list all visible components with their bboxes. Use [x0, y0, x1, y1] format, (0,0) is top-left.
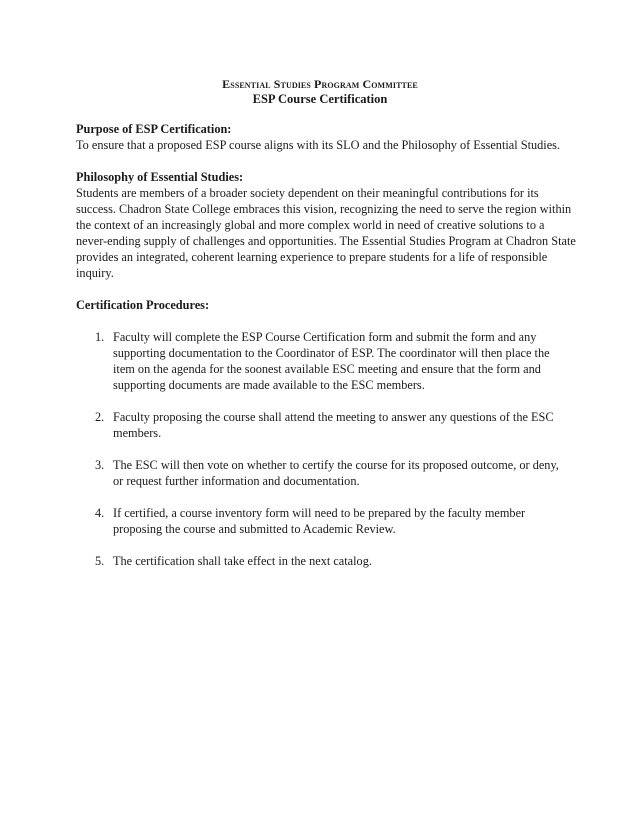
philosophy-heading: Philosophy of Essential Studies: — [76, 170, 244, 184]
procedures-heading: Certification Procedures: — [76, 298, 210, 312]
list-item — [76, 329, 568, 393]
philosophy-text: Students are members of a broader society dependent on their meaningful contributions for its success. Chadron State College embraces this vision, recognizing the need to serve the region within the context of an increasingly global and more complex world in need of creative solutions to a never-ending supply of challenges and opportunities. The Essential Studies Program at Chadron State provides an integrated, coherent learning experience to prepare students for a life of responsible inquiry. — [76, 186, 576, 280]
purpose-text: To ensure that a proposed ESP course aligns with its SLO and the Philosophy of Essential Studies. — [76, 138, 561, 152]
procedures-section — [76, 297, 576, 569]
document-body — [76, 121, 576, 585]
philosophy-section — [76, 169, 576, 281]
list-item-number: 5. — [95, 554, 105, 568]
list-item-number: 3. — [95, 458, 105, 472]
list-item-number: 1. — [95, 330, 105, 344]
document-title: ESP Course Certification — [252, 92, 388, 106]
list-item — [76, 457, 568, 489]
list-item-text: The ESC will then vote on whether to certify the course for its proposed outcome, or deny, or request further information and documentation. — [113, 458, 559, 488]
list-item-number: 4. — [95, 506, 105, 520]
list-item — [76, 409, 568, 441]
committee-name: Essential Studies Program Committee — [222, 77, 418, 91]
procedures-list — [76, 329, 576, 569]
document-header — [0, 77, 640, 107]
list-item — [76, 505, 568, 537]
list-item-text: If certified, a course inventory form will need to be prepared by the faculty member proposing the course and submitted to Academic Review. — [113, 506, 526, 536]
list-item — [76, 553, 568, 569]
list-item-text: Faculty proposing the course shall attend the meeting to answer any questions of the ESC members. — [113, 410, 554, 440]
purpose-section — [76, 121, 576, 153]
list-item-text: Faculty will complete the ESP Course Certification form and submit the form and any supporting documentation to the Coordinator of ESP. The coordinator will then place the item on the agenda for the soonest available ESC meeting and ensure that the form and supporting documents are made available to the ESC members. — [113, 330, 550, 392]
purpose-heading: Purpose of ESP Certification: — [76, 122, 232, 136]
list-item-text: The certification shall take effect in the next catalog. — [113, 554, 372, 568]
list-item-number: 2. — [95, 410, 105, 424]
